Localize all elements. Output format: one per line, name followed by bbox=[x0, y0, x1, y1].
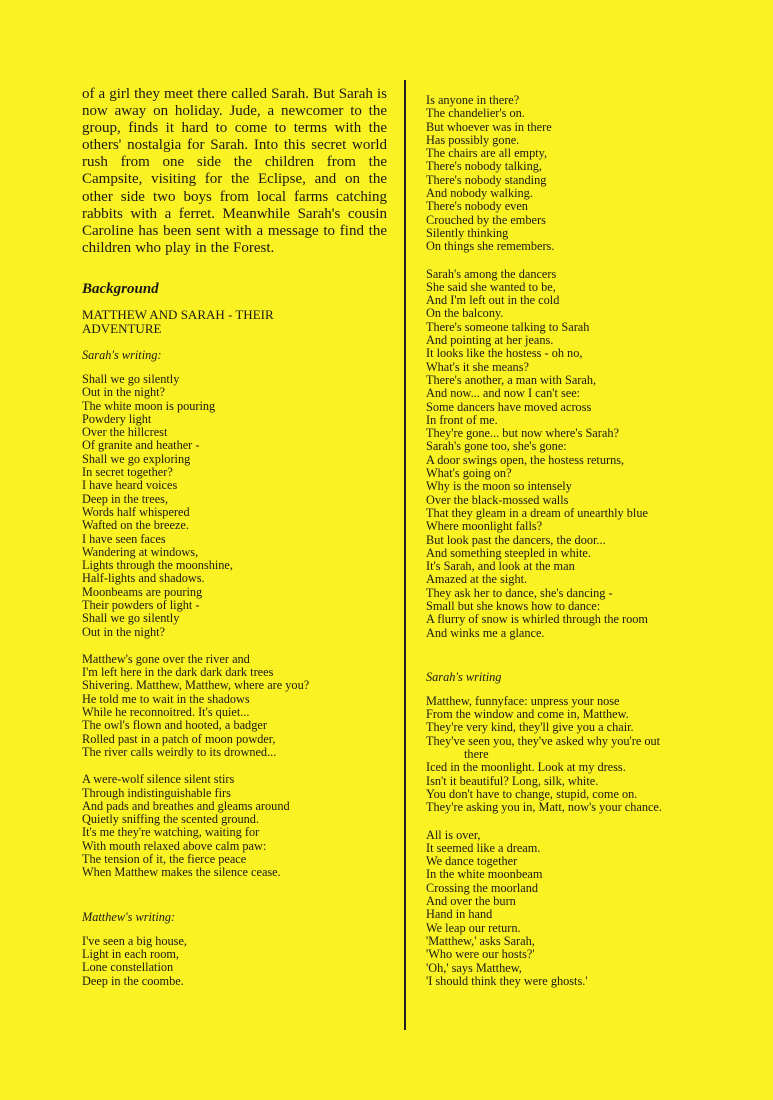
poem-line: From the window and come in, Matthew. bbox=[426, 707, 629, 722]
poem-line: When Matthew makes the silence cease. bbox=[82, 865, 281, 880]
poem-line: Why is the moon so intensely bbox=[426, 479, 572, 494]
poem-line: She said she wanted to be, bbox=[426, 279, 556, 294]
poem-line: They're gone... but now where's Sarah? bbox=[426, 426, 619, 441]
poem-line: All is over, bbox=[426, 827, 481, 842]
background-heading: Background bbox=[82, 280, 159, 297]
poem-line: Of granite and heather - bbox=[82, 438, 200, 453]
poem-line: And over the burn bbox=[426, 894, 516, 909]
poem-line: There's nobody standing bbox=[426, 172, 547, 187]
poem-line: There's nobody talking, bbox=[426, 159, 542, 174]
poem-line: And something steepled in white. bbox=[426, 545, 591, 560]
poem-line: Over the black-mossed walls bbox=[426, 492, 569, 507]
poem-line: Where moonlight falls? bbox=[426, 519, 543, 534]
poem-stanza bbox=[82, 773, 387, 879]
poem-line: It looks like the hostess - oh no, bbox=[426, 346, 583, 361]
poem-line: Matthew, funnyface: unpress your nose bbox=[426, 693, 620, 708]
poem-line: It's me they're watching, waiting for bbox=[82, 825, 260, 840]
poem-stanza bbox=[426, 695, 726, 815]
poem-line: Shall we go silently bbox=[82, 611, 180, 626]
left-column bbox=[82, 86, 387, 1002]
poem-stanza bbox=[426, 829, 726, 989]
poem-line: But whoever was in there bbox=[426, 119, 552, 134]
poem-line: On the balcony. bbox=[426, 306, 504, 321]
poem-line: With mouth relaxed above calm paw: bbox=[82, 838, 267, 853]
poem-line: They're asking you in, Matt, now's your chance. bbox=[426, 800, 662, 815]
poem-line: In front of me. bbox=[426, 412, 498, 427]
poem-line: I've seen a big house, bbox=[82, 933, 187, 948]
poem-line: On things she remembers. bbox=[426, 239, 555, 254]
poem-line: Deep in the coombe. bbox=[82, 973, 184, 988]
poem-line: While he reconnoitred. It's quiet... bbox=[82, 705, 250, 720]
right-column bbox=[426, 94, 726, 1002]
poem-line: A door swings open, the hostess returns, bbox=[426, 452, 625, 467]
poem-line: Isn't it beautiful? Long, silk, white. bbox=[426, 773, 599, 788]
poem-line: Words half whispered bbox=[82, 504, 190, 519]
poem-line: Lights through the moonshine, bbox=[82, 558, 233, 573]
poem-line: What's going on? bbox=[426, 466, 512, 481]
poem-line: The tension of it, the fierce peace bbox=[82, 852, 247, 867]
poem-line: They ask her to dance, she's dancing - bbox=[426, 585, 613, 600]
poem-line: Crossing the moorland bbox=[426, 880, 539, 895]
poem-line: There's nobody even bbox=[426, 199, 528, 214]
poem-line: In the white moonbeam bbox=[426, 867, 543, 882]
poem-line: But look past the dancers, the door... bbox=[426, 532, 606, 547]
poem-line: We dance together bbox=[426, 854, 518, 869]
poem-line: It seemed like a dream. bbox=[426, 840, 541, 855]
poem-line: Rolled past in a patch of moon powder, bbox=[82, 731, 276, 746]
poem-line: The white moon is pouring bbox=[82, 398, 216, 413]
poem-line: You don't have to change, stupid, come on. bbox=[426, 786, 638, 801]
sarahs-writing-label: Sarah's writing bbox=[426, 669, 502, 684]
poem-line: 'Who were our hosts?' bbox=[426, 947, 535, 962]
poem-line: 'I should think they were ghosts.' bbox=[426, 973, 588, 988]
intro-paragraph: of a girl they meet there called Sarah. But Sarah is now away on holiday. Jude, a newcomer to the group, finds it hard to come to terms with the others' nostalgia for Sarah. Into this secret world rush from one side the children from the Campsite, visiting for the Eclipse, and on the other side two boys from local farms catching rabbits with a ferret. Meanwhile Sarah's cousin Caroline has been sent with a message to find the children who play in the Forest. bbox=[82, 86, 387, 256]
poem-line: Amazed at the sight. bbox=[426, 572, 528, 587]
poem-line: They've seen you, they've asked why you're out bbox=[426, 733, 661, 748]
poem-line: Some dancers have moved across bbox=[426, 399, 592, 414]
poem-stanza bbox=[426, 94, 726, 254]
poem-line: Is anyone in there? bbox=[426, 93, 520, 107]
poem-line: Small but she knows how to dance: bbox=[426, 598, 601, 613]
poem-line: Shivering. Matthew, Matthew, where are you? bbox=[82, 678, 310, 693]
poem-line: The chairs are all empty, bbox=[426, 146, 548, 161]
poem-line: Wandering at windows, bbox=[82, 544, 199, 559]
poem-line: Out in the night? bbox=[82, 624, 165, 639]
poem-line: I have heard voices bbox=[82, 478, 178, 493]
poem-line: Hand in hand bbox=[426, 907, 493, 922]
poem-line: Light in each room, bbox=[82, 946, 179, 961]
poem-line: He told me to wait in the shadows bbox=[82, 691, 250, 706]
poem-line: That they gleam in a dream of unearthly blue bbox=[426, 505, 648, 520]
poem-line: Through indistinguishable firs bbox=[82, 785, 231, 800]
poem-stanza bbox=[426, 268, 726, 640]
poem-line: And I'm left out in the cold bbox=[426, 293, 560, 308]
section-subheading: MATTHEW AND SARAH - THEIR ADVENTURE bbox=[82, 306, 274, 336]
poem-line: Quietly sniffing the scented ground. bbox=[82, 812, 260, 827]
poem-line: In secret together? bbox=[82, 465, 173, 480]
poem-line: Half-lights and shadows. bbox=[82, 571, 205, 586]
poem-line: And pads and breathes and gleams around bbox=[82, 798, 290, 813]
poem-line: There's someone talking to Sarah bbox=[426, 319, 590, 334]
poem-line: Lone constellation bbox=[82, 960, 174, 975]
poem-line: Sarah's gone too, she's gone: bbox=[426, 439, 567, 454]
poem-line: Wafted on the breeze. bbox=[82, 518, 189, 533]
poem-line: Moonbeams are pouring bbox=[82, 584, 203, 599]
poem-line: Shall we go exploring bbox=[82, 451, 191, 466]
poem-line: Powdery light bbox=[82, 411, 152, 426]
poem-line: The chandelier's on. bbox=[426, 106, 525, 121]
poem-line: Matthew's gone over the river and bbox=[82, 651, 250, 666]
matthews-writing-label: Matthew's writing: bbox=[82, 909, 176, 924]
poem-line: I have seen faces bbox=[82, 531, 166, 546]
poem-line: Crouched by the embers bbox=[426, 212, 546, 227]
poem-line: It's Sarah, and look at the man bbox=[426, 559, 575, 574]
poem-line: Iced in the moonlight. Look at my dress. bbox=[426, 760, 626, 775]
poem-stanza bbox=[82, 935, 387, 988]
poem-line: there bbox=[464, 747, 489, 762]
poem-line: What's it she means? bbox=[426, 359, 529, 374]
poem-line: I'm left here in the dark dark dark trees bbox=[82, 665, 274, 680]
poem-line: Over the hillcrest bbox=[82, 425, 168, 440]
poem-line: Has possibly gone. bbox=[426, 132, 520, 147]
poem-line: 'Matthew,' asks Sarah, bbox=[426, 933, 535, 948]
poem-line: Sarah's among the dancers bbox=[426, 266, 557, 281]
poem-line: The owl's flown and hooted, a badger bbox=[82, 718, 267, 733]
poem-line: There's another, a man with Sarah, bbox=[426, 372, 597, 387]
poem-line: And nobody walking. bbox=[426, 186, 533, 201]
poem-line: The river calls weirdly to its drowned... bbox=[82, 744, 277, 759]
poem-line: Their powders of light - bbox=[82, 597, 200, 612]
poem-line: Shall we go silently bbox=[82, 371, 180, 386]
poem-line: And now... and now I can't see: bbox=[426, 386, 581, 401]
poem-line: We leap our return. bbox=[426, 920, 521, 935]
poem-stanza bbox=[82, 373, 387, 639]
poem-line: A flurry of snow is whirled through the room bbox=[426, 612, 648, 627]
poem-stanza bbox=[82, 653, 387, 759]
column-divider bbox=[404, 80, 406, 1030]
poem-line: 'Oh,' says Matthew, bbox=[426, 960, 522, 975]
poem-line: And pointing at her jeans. bbox=[426, 333, 554, 348]
sarahs-writing-label: Sarah's writing: bbox=[82, 347, 162, 362]
poem-line: Deep in the trees, bbox=[82, 491, 169, 506]
poem-line: Out in the night? bbox=[82, 385, 165, 400]
poem-line: Silently thinking bbox=[426, 225, 509, 240]
poem-line: And winks me a glance. bbox=[426, 625, 545, 640]
poem-line: They're very kind, they'll give you a chair. bbox=[426, 720, 634, 735]
poem-line: A were-wolf silence silent stirs bbox=[82, 772, 235, 787]
